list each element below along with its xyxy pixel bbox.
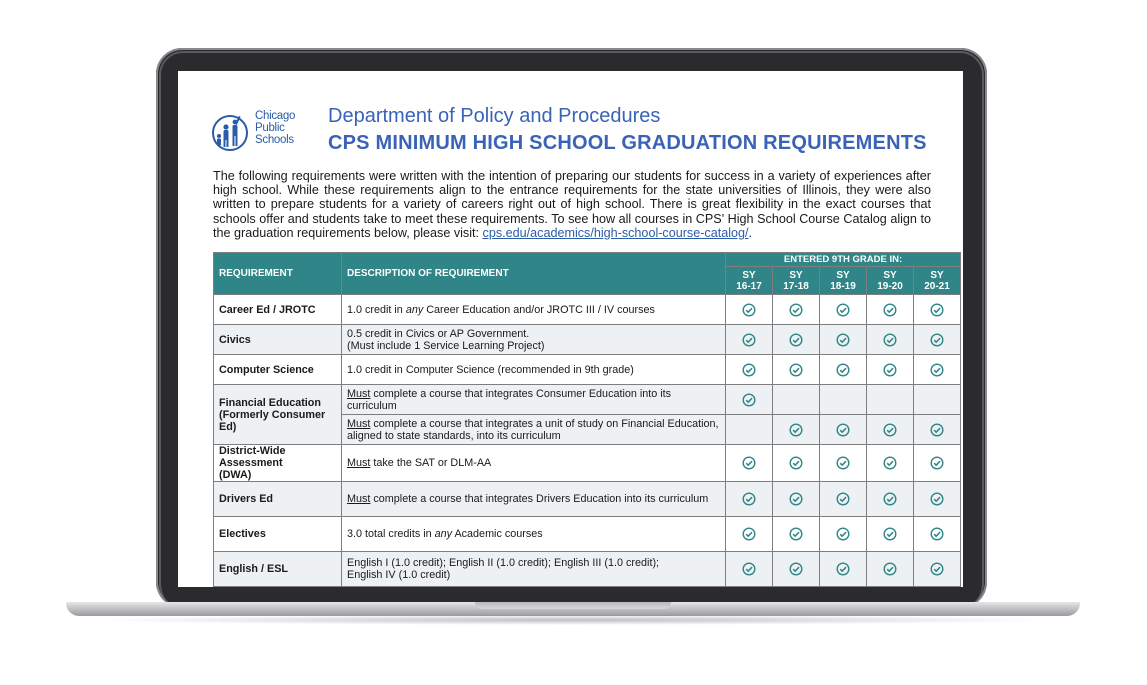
check-icon: [883, 333, 897, 347]
check-icon: [742, 393, 756, 407]
requirement-description: Must complete a course that integrates Drivers Education into its curriculum: [342, 482, 726, 517]
requirement-name: Electives: [214, 517, 342, 552]
check-icon: [836, 456, 850, 470]
check-icon: [742, 333, 756, 347]
requirement-name: Career Ed / JROTC: [214, 295, 342, 325]
requirement-description: Must complete a course that integrates Consumer Education into its curriculum: [342, 385, 726, 415]
requirement-description: Must take the SAT or DLM-AA: [342, 445, 726, 482]
table-row: [214, 295, 961, 325]
catalog-link[interactable]: cps.edu/academics/high-school-course-catalog/: [482, 225, 749, 240]
col-header-description: DESCRIPTION OF REQUIREMENT: [342, 253, 726, 295]
check-icon: [930, 562, 944, 576]
laptop-screen: [178, 71, 963, 587]
col-header-sy-20-21: SY 20-21: [914, 267, 961, 295]
page-title: CPS MINIMUM HIGH SCHOOL GRADUATION REQUIREMENTS: [328, 132, 927, 154]
check-icon: [836, 423, 850, 437]
check-icon: [930, 423, 944, 437]
col-header-sy-17-18: SY 17-18: [773, 267, 820, 295]
col-header-sy-19-20: SY 19-20: [867, 267, 914, 295]
check-icon: [930, 363, 944, 377]
check-icon: [789, 303, 803, 317]
check-icon: [883, 562, 897, 576]
requirement-description: 1.0 credit in any Career Education and/or JROTC III / IV courses: [342, 295, 726, 325]
check-icon: [930, 492, 944, 506]
laptop-shadow: [90, 615, 1056, 625]
check-icon: [883, 492, 897, 506]
requirement-description: 1.0 credit in Computer Science (recommended in 9th grade): [342, 355, 726, 385]
check-icon: [930, 456, 944, 470]
col-header-sy-18-19: SY 18-19: [820, 267, 867, 295]
check-icon: [742, 363, 756, 377]
check-icon: [883, 527, 897, 541]
check-icon: [883, 363, 897, 377]
requirement-name: Civics: [214, 325, 342, 355]
table-row: [214, 385, 961, 415]
check-icon: [789, 333, 803, 347]
requirement-name: Drivers Ed: [214, 482, 342, 517]
check-icon: [930, 527, 944, 541]
check-icon: [836, 363, 850, 377]
requirement-description: English I (1.0 credit); English II (1.0 credit); English III (1.0 credit); English IV (1.0 credit): [342, 552, 726, 587]
check-icon: [789, 562, 803, 576]
table-row: [214, 355, 961, 385]
table-row: [214, 482, 961, 517]
requirement-name: English / ESL: [214, 552, 342, 587]
requirement-name: Financial Education (Formerly Consumer Ed): [214, 385, 342, 445]
check-icon: [836, 303, 850, 317]
check-icon: [789, 456, 803, 470]
check-icon: [789, 363, 803, 377]
table-row: [214, 552, 961, 587]
table-row: [214, 445, 961, 482]
check-icon: [836, 492, 850, 506]
check-icon: [742, 527, 756, 541]
col-header-entered: ENTERED 9TH GRADE IN:: [726, 253, 961, 267]
requirement-name: Computer Science: [214, 355, 342, 385]
check-icon: [789, 492, 803, 506]
check-icon: [883, 456, 897, 470]
check-icon: [789, 423, 803, 437]
check-icon: [742, 492, 756, 506]
department-heading: Department of Policy and Procedures: [328, 105, 661, 127]
check-icon: [930, 303, 944, 317]
intro-paragraph: The following requirements were written with the intention of preparing our students for success in a variety of experiences after high school. While these requirements align to the entrance requirements for the state universities of Illinois, they were also written to prepare students for a variety of careers right out of high school. There is great flexibility in the exact courses that schools offer and students take to meet these requirements. To see how all courses in CPS' High School Course Catalog align to the graduation requirements below, please visit: cps.edu/academics/high-school-course-catalog/.: [213, 169, 931, 240]
laptop-notch: [475, 602, 671, 609]
requirement-description: 3.0 total credits in any Academic courses: [342, 517, 726, 552]
requirement-description: 0.5 credit in Civics or AP Government. (Must include 1 Service Learning Project): [342, 325, 726, 355]
requirements-table: [213, 252, 961, 587]
check-icon: [836, 333, 850, 347]
check-icon: [789, 527, 803, 541]
requirement-name: District-Wide Assessment (DWA): [214, 445, 342, 482]
cps-logo-text: Chicago Public Schools: [255, 110, 296, 146]
col-header-sy-16-17: SY 16-17: [726, 267, 773, 295]
table-row: [214, 325, 961, 355]
table-row: [214, 517, 961, 552]
check-icon: [930, 333, 944, 347]
check-icon: [742, 562, 756, 576]
col-header-requirement: REQUIREMENT: [214, 253, 342, 295]
check-icon: [883, 303, 897, 317]
check-icon: [742, 303, 756, 317]
check-icon: [836, 562, 850, 576]
check-icon: [742, 456, 756, 470]
requirement-description: Must complete a course that integrates a unit of study on Financial Education, aligned to state standards, into its curriculum: [342, 415, 726, 445]
check-icon: [836, 527, 850, 541]
check-icon: [883, 423, 897, 437]
